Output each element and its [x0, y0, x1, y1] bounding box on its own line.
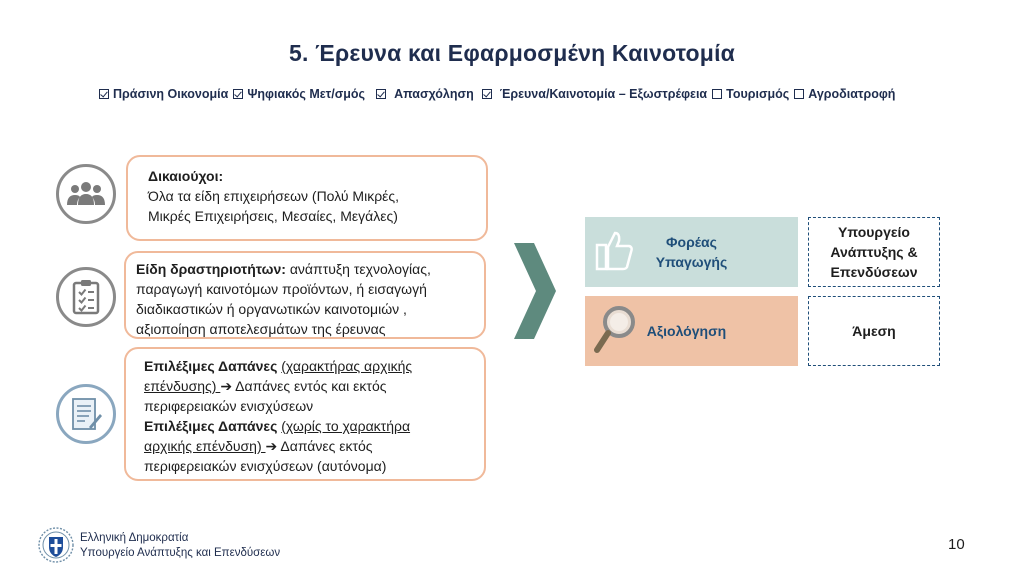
activities-heading: Είδη δραστηριοτήτων:: [136, 261, 286, 277]
beneficiaries-text: Όλα τα είδη επιχειρήσεων (Πολύ Μικρές,: [148, 188, 400, 204]
expenses-icon: [56, 384, 116, 444]
expenses-qualifier: (χαρακτήρας αρχικής: [281, 358, 413, 374]
expenses-text: Δαπάνες εκτός: [277, 438, 373, 454]
tag-green-economy: Πράσινη Οικονομία: [99, 87, 228, 101]
agency-value: Υπουργείο: [838, 224, 910, 240]
expenses-heading: Επιλέξιμες Δαπάνες: [144, 418, 278, 434]
evaluation-panel: [585, 296, 798, 366]
expenses-box: [124, 347, 486, 481]
tag-tourism: Τουρισμός: [712, 87, 789, 101]
expenses-heading: Επιλέξιμες Δαπάνες: [144, 358, 278, 374]
tag-research-innovation: Έρευνα/Καινοτομία – Εξωστρέφεια: [482, 87, 707, 101]
thumbs-up-icon: [595, 229, 635, 273]
unchecked-box-icon: [794, 89, 804, 99]
activities-text: αξιοποίηση αποτελεσμάτων της έρευνας: [136, 321, 386, 337]
agency-panel: [585, 217, 798, 287]
beneficiaries-icon: [56, 164, 116, 224]
footer-ministry-name: Υπουργείο Ανάπτυξης και Επενδύσεων: [80, 547, 281, 559]
page-title: 5. Έρευνα και Εφαρμοσμένη Καινοτομία: [288, 40, 735, 66]
beneficiaries-text: Μικρές Επιχειρήσεις, Μεσαίες, Μεγάλες): [148, 208, 398, 224]
evaluation-value: Άμεση: [852, 323, 896, 339]
expenses-text: Δαπάνες εντός και εκτός: [232, 378, 387, 394]
checked-box-icon: [233, 89, 243, 99]
tag-digital-transformation: Ψηφιακός Μετ/σμός: [233, 87, 365, 101]
agency-value: Επενδύσεων: [830, 264, 918, 280]
expenses-text: περιφερειακών ενισχύσεων (αυτόνομα): [144, 458, 387, 474]
document-pen-icon: [69, 396, 103, 432]
expenses-text: περιφερειακών ενισχύσεων: [144, 398, 314, 414]
category-checklist: [99, 87, 900, 101]
people-group-icon: [64, 179, 108, 209]
expenses-qualifier: (χωρίς το χαρακτήρα: [281, 418, 411, 434]
arrow-right-icon: ➔: [220, 378, 233, 394]
activities-box: [124, 251, 486, 339]
checked-box-icon: [482, 89, 492, 99]
checked-box-icon: [376, 89, 386, 99]
agency-value-box: [808, 217, 940, 287]
agency-label: Υπαγωγής: [655, 254, 728, 270]
beneficiaries-box: [126, 155, 488, 241]
evaluation-label: Αξιολόγηση: [646, 323, 727, 339]
unchecked-box-icon: [712, 89, 722, 99]
activities-icon: [56, 267, 116, 327]
magnifier-icon: [593, 304, 637, 356]
tag-agrifood: Αγροδιατροφή: [794, 87, 895, 101]
checked-box-icon: [99, 89, 109, 99]
agency-label: Φορέας: [666, 234, 717, 250]
agency-value: Ανάπτυξης &: [830, 244, 918, 260]
footer-republic: Ελληνική Δημοκρατία: [80, 532, 189, 544]
chevron-right-icon: [512, 243, 556, 339]
beneficiaries-heading: Δικαιούχοι:: [148, 168, 224, 184]
greek-coat-of-arms-icon: [38, 527, 74, 563]
activities-text: ανάπτυξη τεχνολογίας,: [285, 261, 431, 277]
activities-text: διαδικαστικών ή οργανωτικών καινοτομιών ,: [136, 301, 407, 317]
expenses-qualifier: επένδυσης): [144, 378, 221, 394]
footer-ministry: [80, 531, 280, 561]
activities-text: παραγωγή καινοτόμων προϊόντων, ή εισαγωγή: [136, 281, 427, 297]
arrow-right-icon: ➔: [265, 438, 278, 454]
tag-employment: Απασχόληση: [376, 87, 474, 101]
expenses-qualifier: αρχικής επένδυση): [144, 438, 266, 454]
clipboard-checklist-icon: [71, 279, 101, 315]
page-number: 10: [948, 536, 965, 553]
evaluation-value-box: [808, 296, 940, 366]
